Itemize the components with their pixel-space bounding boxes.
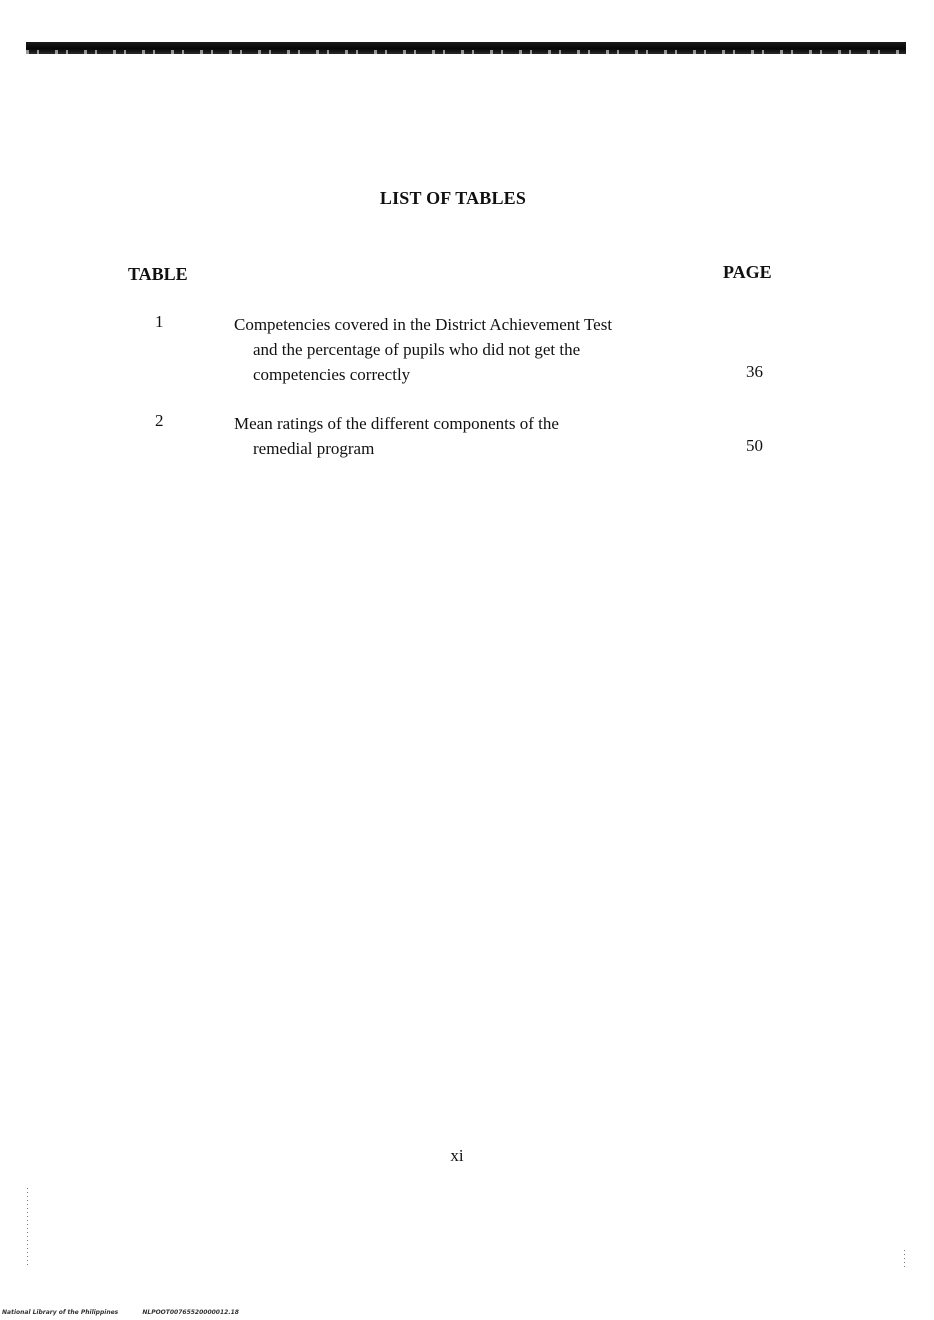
caption-line: Mean ratings of the different components of the: [234, 414, 559, 433]
library-watermark: [2, 1309, 261, 1316]
scan-border-bar: [26, 42, 906, 54]
entry-number: 2: [155, 411, 164, 430]
table-column-header: TABLE: [128, 264, 188, 284]
entry-caption: [234, 411, 559, 461]
page-column-header: PAGE: [723, 262, 772, 282]
caption-line: and the percentage of pupils who did not get the: [253, 340, 581, 359]
entry-caption: [234, 312, 612, 387]
document-code: NLPOOT00765520000012.18: [142, 1309, 239, 1316]
page-title: LIST OF TABLES: [379, 188, 527, 208]
page-number: xi: [450, 1146, 464, 1165]
caption-line: Competencies covered in the District Achievement Test: [234, 315, 613, 334]
entry-page-number: 36: [746, 362, 763, 381]
caption-line: remedial program: [253, 439, 375, 458]
entry-number: 1: [155, 312, 164, 331]
caption-line: competencies correctly: [253, 365, 411, 384]
library-name: National Library of the Philippines: [2, 1309, 119, 1316]
scan-speckle: [904, 1250, 905, 1268]
scan-speckle: [27, 1188, 28, 1268]
entry-page-number: 50: [746, 436, 763, 455]
